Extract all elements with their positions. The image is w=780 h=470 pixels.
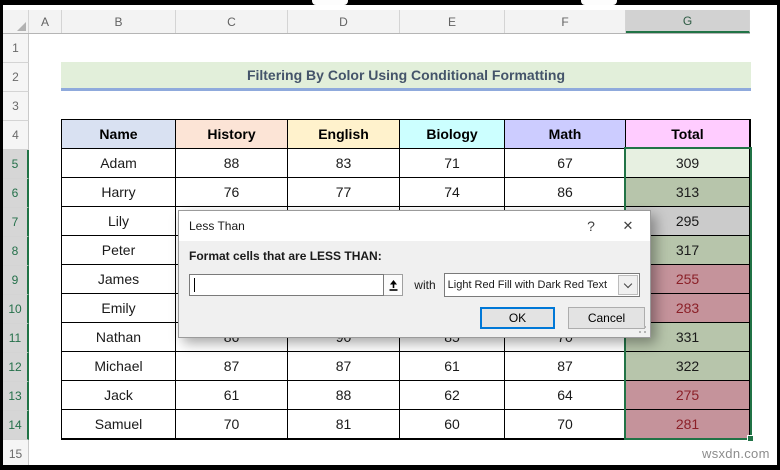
cell-history[interactable]: 70 <box>176 410 288 439</box>
with-label: with <box>414 278 436 292</box>
cell-name[interactable]: Lily <box>62 207 176 236</box>
cell-english[interactable]: 83 <box>288 149 400 178</box>
row-header-8-selected[interactable]: 8 <box>3 237 29 266</box>
cell-name[interactable]: Adam <box>62 149 176 178</box>
cell-total[interactable]: 281 <box>626 410 750 439</box>
sheet-title-banner: Filtering By Color Using Conditional Formatting <box>61 62 751 91</box>
table-header-name[interactable]: Name <box>62 120 176 149</box>
dropdown-button[interactable] <box>618 275 638 295</box>
table-header-math[interactable]: Math <box>505 120 626 149</box>
value-field-wrapper <box>189 274 384 296</box>
cell-total[interactable]: 331 <box>626 323 750 352</box>
dialog-titlebar[interactable] <box>179 211 650 241</box>
cell-total[interactable]: 322 <box>626 352 750 381</box>
cell-name[interactable]: Jack <box>62 381 176 410</box>
row-header-15[interactable]: 15 <box>3 440 29 469</box>
cell-math[interactable]: 64 <box>505 381 626 410</box>
cell-english[interactable]: 88 <box>288 381 400 410</box>
cell-total[interactable]: 275 <box>626 381 750 410</box>
cell-biology[interactable]: 60 <box>400 410 505 439</box>
column-header-A[interactable]: A <box>29 10 62 33</box>
screenshot-border-left <box>0 0 3 470</box>
cell-name[interactable]: Nathan <box>62 323 176 352</box>
cell-math[interactable]: 87 <box>505 352 626 381</box>
cell-english[interactable]: 87 <box>288 352 400 381</box>
table-header-total[interactable]: Total <box>626 120 750 149</box>
row-header-5-selected[interactable]: 5 <box>3 150 29 179</box>
row-header-10-selected[interactable]: 10 <box>3 295 29 324</box>
cell-biology[interactable]: 61 <box>400 352 505 381</box>
cell-name[interactable]: James <box>62 265 176 294</box>
column-header-B[interactable]: B <box>62 10 176 33</box>
row-header-strip <box>3 34 29 469</box>
row-header-6-selected[interactable]: 6 <box>3 179 29 208</box>
screenshot-border-top <box>0 0 780 5</box>
chevron-down-icon <box>624 279 632 287</box>
row-header-9-selected[interactable]: 9 <box>3 266 29 295</box>
column-header-C[interactable]: C <box>176 10 288 33</box>
row-header-14-selected[interactable]: 14 <box>3 411 29 440</box>
text-caret <box>194 278 195 292</box>
format-dropdown-value: Light Red Fill with Dark Red Text <box>447 279 608 291</box>
screen-edge-artifact <box>581 0 617 5</box>
format-dropdown[interactable] <box>444 273 640 297</box>
cell-history[interactable]: 76 <box>176 178 288 207</box>
dialog-buttons <box>480 307 645 329</box>
select-all-corner[interactable] <box>3 10 29 33</box>
watermark: wsxdn.com <box>702 446 770 461</box>
column-header-D[interactable]: D <box>288 10 400 33</box>
cell-total[interactable]: 295 <box>626 207 750 236</box>
row-header-13-selected[interactable]: 13 <box>3 382 29 411</box>
cell-total[interactable]: 317 <box>626 236 750 265</box>
cancel-button[interactable]: Cancel <box>568 307 645 329</box>
cell-english[interactable]: 77 <box>288 178 400 207</box>
dialog-title: Less Than <box>189 219 245 233</box>
cell-math[interactable]: 70 <box>505 410 626 439</box>
cell-biology[interactable]: 74 <box>400 178 505 207</box>
cell-history[interactable]: 61 <box>176 381 288 410</box>
cell-total[interactable]: 313 <box>626 178 750 207</box>
screenshot-border-bottom <box>0 465 780 470</box>
cell-name[interactable]: Michael <box>62 352 176 381</box>
cell-name[interactable]: Samuel <box>62 410 176 439</box>
close-icon[interactable]: ✕ <box>622 218 634 233</box>
ok-button[interactable]: OK <box>480 307 555 329</box>
row-header-3[interactable]: 3 <box>3 92 29 121</box>
less-than-dialog <box>178 210 651 338</box>
cell-total[interactable]: 255 <box>626 265 750 294</box>
row-header-11-selected[interactable]: 11 <box>3 324 29 353</box>
cell-math[interactable]: 67 <box>505 149 626 178</box>
cell-history[interactable]: 88 <box>176 149 288 178</box>
table-header-biology[interactable]: Biology <box>400 120 505 149</box>
collapse-dialog-button[interactable] <box>384 274 403 296</box>
help-icon[interactable]: ? <box>587 218 595 234</box>
row-header-2[interactable]: 2 <box>3 63 29 92</box>
row-header-12-selected[interactable]: 12 <box>3 353 29 382</box>
column-header-strip <box>3 10 750 34</box>
column-header-G-selected[interactable]: G <box>626 10 750 33</box>
cell-name[interactable]: Harry <box>62 178 176 207</box>
select-all-triangle-icon <box>17 22 26 31</box>
column-header-F[interactable]: F <box>505 10 626 33</box>
cell-english[interactable]: 81 <box>288 410 400 439</box>
row-header-7-selected[interactable]: 7 <box>3 208 29 237</box>
table-header-english[interactable]: English <box>288 120 400 149</box>
cell-total-active[interactable]: 309 <box>626 149 750 178</box>
row-header-1[interactable]: 1 <box>3 34 29 63</box>
collapse-arrow-icon <box>387 279 400 292</box>
cell-total[interactable]: 283 <box>626 294 750 323</box>
cell-history[interactable]: 87 <box>176 352 288 381</box>
cell-biology[interactable]: 71 <box>400 149 505 178</box>
cell-biology[interactable]: 62 <box>400 381 505 410</box>
cell-name[interactable]: Peter <box>62 236 176 265</box>
screen-edge-artifact <box>312 0 348 5</box>
dialog-body <box>179 241 650 297</box>
resize-grip[interactable] <box>644 331 646 333</box>
cell-math[interactable]: 86 <box>505 178 626 207</box>
row-header-4[interactable]: 4 <box>3 121 29 150</box>
value-input[interactable] <box>189 274 384 296</box>
column-header-E[interactable]: E <box>400 10 505 33</box>
table-header-history[interactable]: History <box>176 120 288 149</box>
dialog-prompt-label: Format cells that are LESS THAN: <box>189 249 382 263</box>
cell-name[interactable]: Emily <box>62 294 176 323</box>
dialog-controls <box>189 273 640 297</box>
